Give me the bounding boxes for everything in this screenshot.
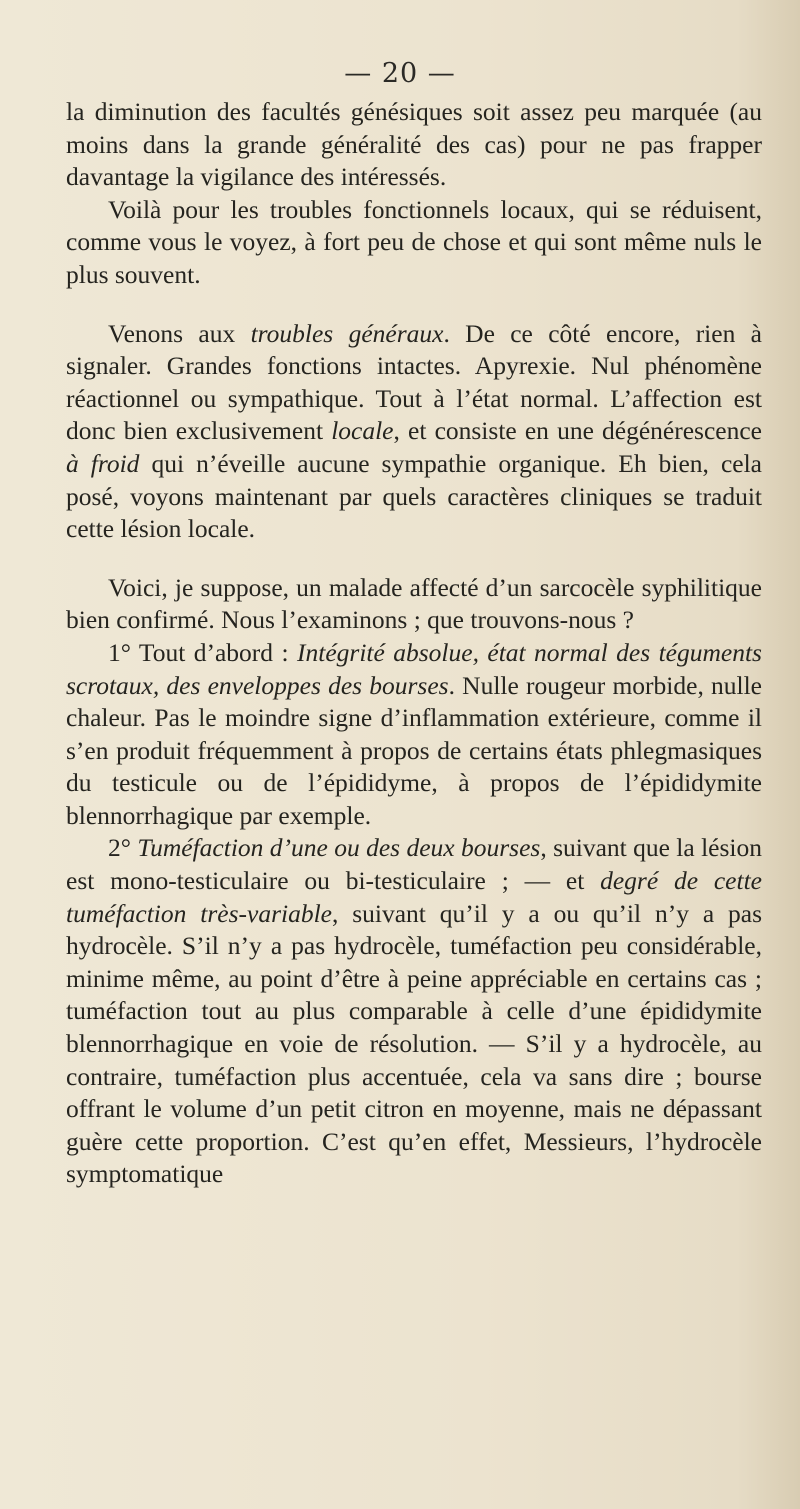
- text-segment: . Nulle rougeur morbide, nulle chaleur. Pas le moindre signe d’inflammation extérieure, comme il s’en produit fréquemment à propos de certains états phlegmasiques du testicule ou de l’épididyme, à propos de l’épididymite blennorrhagique par exemple.: [66, 670, 762, 830]
- text-segment: , suivant qu’il y a ou qu’il n’y a pas hydrocèle. S’il n’y a pas hydrocèle, tuméfaction peu considérable, minime même, au point d’être à peine appréciable en certains cas ; tuméfaction tout au plus comparable à celle d’une épididymite blennorrhagique en voie de résolution. — S’il y a hydrocèle, au contraire, tuméfaction plus accentuée, cela va sans dire ; bourse offrant le volume d’un petit citron en moyenne, mais ne dépassant guère cette proportion. C’est qu’en effet, Messieurs, l’hydrocèle symptomatique: [66, 898, 762, 1189]
- italic-text-segment: Tuméfaction d’une ou des deux bourses: [137, 833, 541, 863]
- text-segment: Voici, je suppose, un malade affecté d’un sarcocèle syphilitique bien confirmé. Nous l’examinons ; que trouvons-nous ?: [66, 572, 762, 635]
- text-segment: , suivant que la lésion est mono-testiculaire ou bi-testiculaire ; — et: [66, 833, 763, 896]
- italic-text-segment: locale: [331, 416, 394, 446]
- paragraph-2: [66, 194, 762, 292]
- body-text: [66, 96, 762, 1191]
- text-segment: 2°: [108, 833, 138, 863]
- paragraph-6: [66, 832, 762, 1191]
- text-segment: Voilà pour les troubles fonctionnels locaux, qui se réduisent, comme vous le voyez, à fort peu de chose et qui sont même nuls le plus souvent.: [66, 194, 762, 289]
- paragraph-5: [66, 637, 762, 833]
- paragraph-3: [66, 318, 762, 546]
- italic-text-segment: à froid: [66, 448, 140, 478]
- paragraph-4: [66, 572, 762, 637]
- text-segment: , et consiste en une dégénérescence: [393, 416, 762, 446]
- paragraph-1: [66, 96, 762, 194]
- italic-text-segment: Intégrité absolue, état normal des téguments scrotaux, des enveloppes des bourses: [66, 637, 762, 700]
- text-segment: qui n’éveille aucune sympathie organique. Eh bien, cela posé, voyons maintenant par quels caractères cliniques se traduit cette lésion locale.: [66, 448, 762, 544]
- page-number: — 20 —: [344, 58, 456, 89]
- text-segment: la diminution des facultés génésiques soit assez peu marquée (au moins dans la grande généralité des cas) pour ne pas frapper davantage la vigilance des intéressés.: [66, 97, 762, 192]
- italic-text-segment: troubles généraux: [250, 318, 444, 348]
- text-segment: Venons aux: [108, 318, 251, 348]
- text-segment: 1° Tout d’abord :: [108, 637, 297, 667]
- italic-text-segment: degré de cette tuméfaction très-variable: [66, 866, 762, 928]
- text-segment: . De ce côté encore, rien à signaler. Grandes fonctions intactes. Apyrexie. Nul phénomène réactionnel ou sympathique. Tout à l’état normal. L’affection est donc bien exclusivement: [66, 318, 762, 446]
